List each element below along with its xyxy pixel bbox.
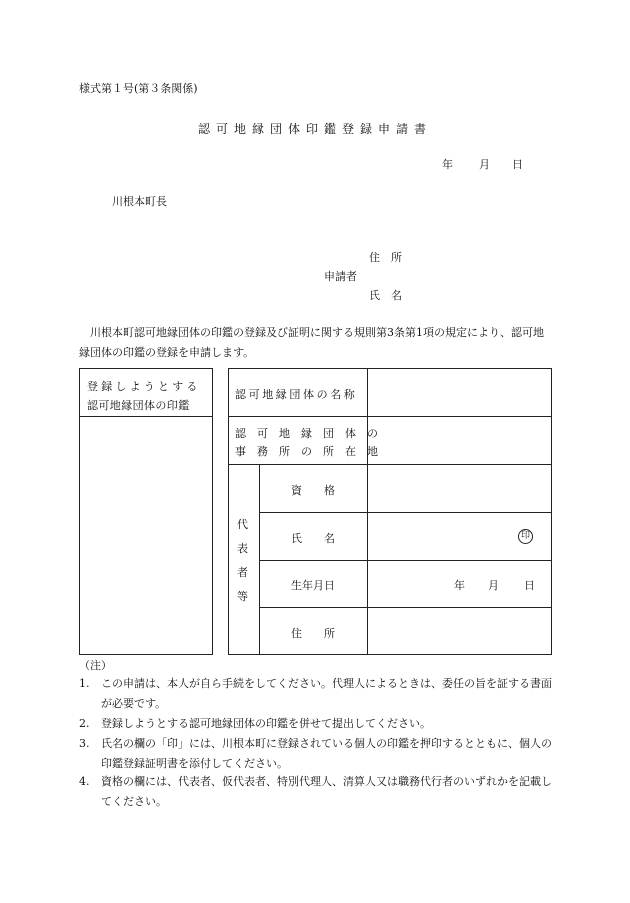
qualification-label: 資 格 <box>291 484 335 497</box>
seal-header-line2: 認可地縁団体の印鑑 <box>87 399 190 412</box>
row-divider-1 <box>228 416 552 417</box>
seal-mark: 印 <box>518 529 533 544</box>
note-item <box>79 674 554 714</box>
row-divider-2 <box>228 464 552 465</box>
notes-heading: （注） <box>79 659 112 672</box>
row-divider-5 <box>259 607 552 608</box>
birth-month: 月 <box>488 579 499 592</box>
birth-day: 日 <box>524 579 535 592</box>
rep-name-label: 氏 名 <box>291 532 335 545</box>
birth-year: 年 <box>454 579 465 592</box>
rep-address-label: 住 所 <box>291 627 335 640</box>
date-year: 年 <box>442 158 453 171</box>
rep-label-char-4: 等 <box>237 590 248 603</box>
org-office-line1: 認 可 地 縁 団 体 の <box>235 427 378 440</box>
note-number: 3. <box>79 737 90 750</box>
note-item <box>79 734 554 774</box>
seal-box-divider <box>79 416 213 417</box>
note-text: 資格の欄には、代表者、仮代表者、特別代理人、清算人又は職務代行者のいずれかを記載してください。 <box>101 775 552 808</box>
note-item <box>79 714 554 734</box>
row-divider-4 <box>259 560 552 561</box>
addressee: 川根本町長 <box>112 195 167 208</box>
form-number: 様式第１号(第３条関係) <box>79 82 198 95</box>
note-text: この申請は、本人が自ら手続をしてください。代理人によるときは、委任の旨を証する書面が必要です。 <box>101 677 552 710</box>
note-text: 氏名の欄の「印」には、川根本町に登録されている個人の印鑑を押印するとともに、個人の印鑑登録証明書を添付してください。 <box>101 737 552 770</box>
birthdate-label: 生年月日 <box>291 579 335 592</box>
note-text: 登録しようとする認可地縁団体の印鑑を併せて提出してください。 <box>101 717 431 730</box>
rep-label-char-1: 代 <box>237 518 248 531</box>
note-item <box>79 772 554 812</box>
date-day: 日 <box>512 158 523 171</box>
rep-label-char-2: 表 <box>237 542 248 555</box>
seal-header-line1: 登録しようとする <box>87 380 201 393</box>
note-number: 4. <box>79 775 90 788</box>
note-number: 1. <box>79 677 90 690</box>
org-office-line2: 事 務 所 の 所 在 地 <box>235 445 378 458</box>
seal-icon <box>518 528 533 544</box>
page-title: 認可地縁団体印鑑登録申請書 <box>197 122 432 136</box>
date-month: 月 <box>479 158 490 171</box>
note-number: 2. <box>79 717 90 730</box>
org-name-label: 認可地縁団体の名称 <box>235 388 358 401</box>
rep-label-char-3: 者 <box>237 566 248 579</box>
applicant-address-label: 住 所 <box>369 251 402 264</box>
row-divider-3 <box>259 512 552 513</box>
applicant-label: 申請者 <box>324 270 357 283</box>
application-paragraph: 川根本町認可地縁団体の印鑑の登録及び証明に関する規則第3条第1項の規定により、認可地縁団体の印鑑の登録を申請します。 <box>79 326 544 359</box>
applicant-name-label: 氏 名 <box>369 289 402 302</box>
